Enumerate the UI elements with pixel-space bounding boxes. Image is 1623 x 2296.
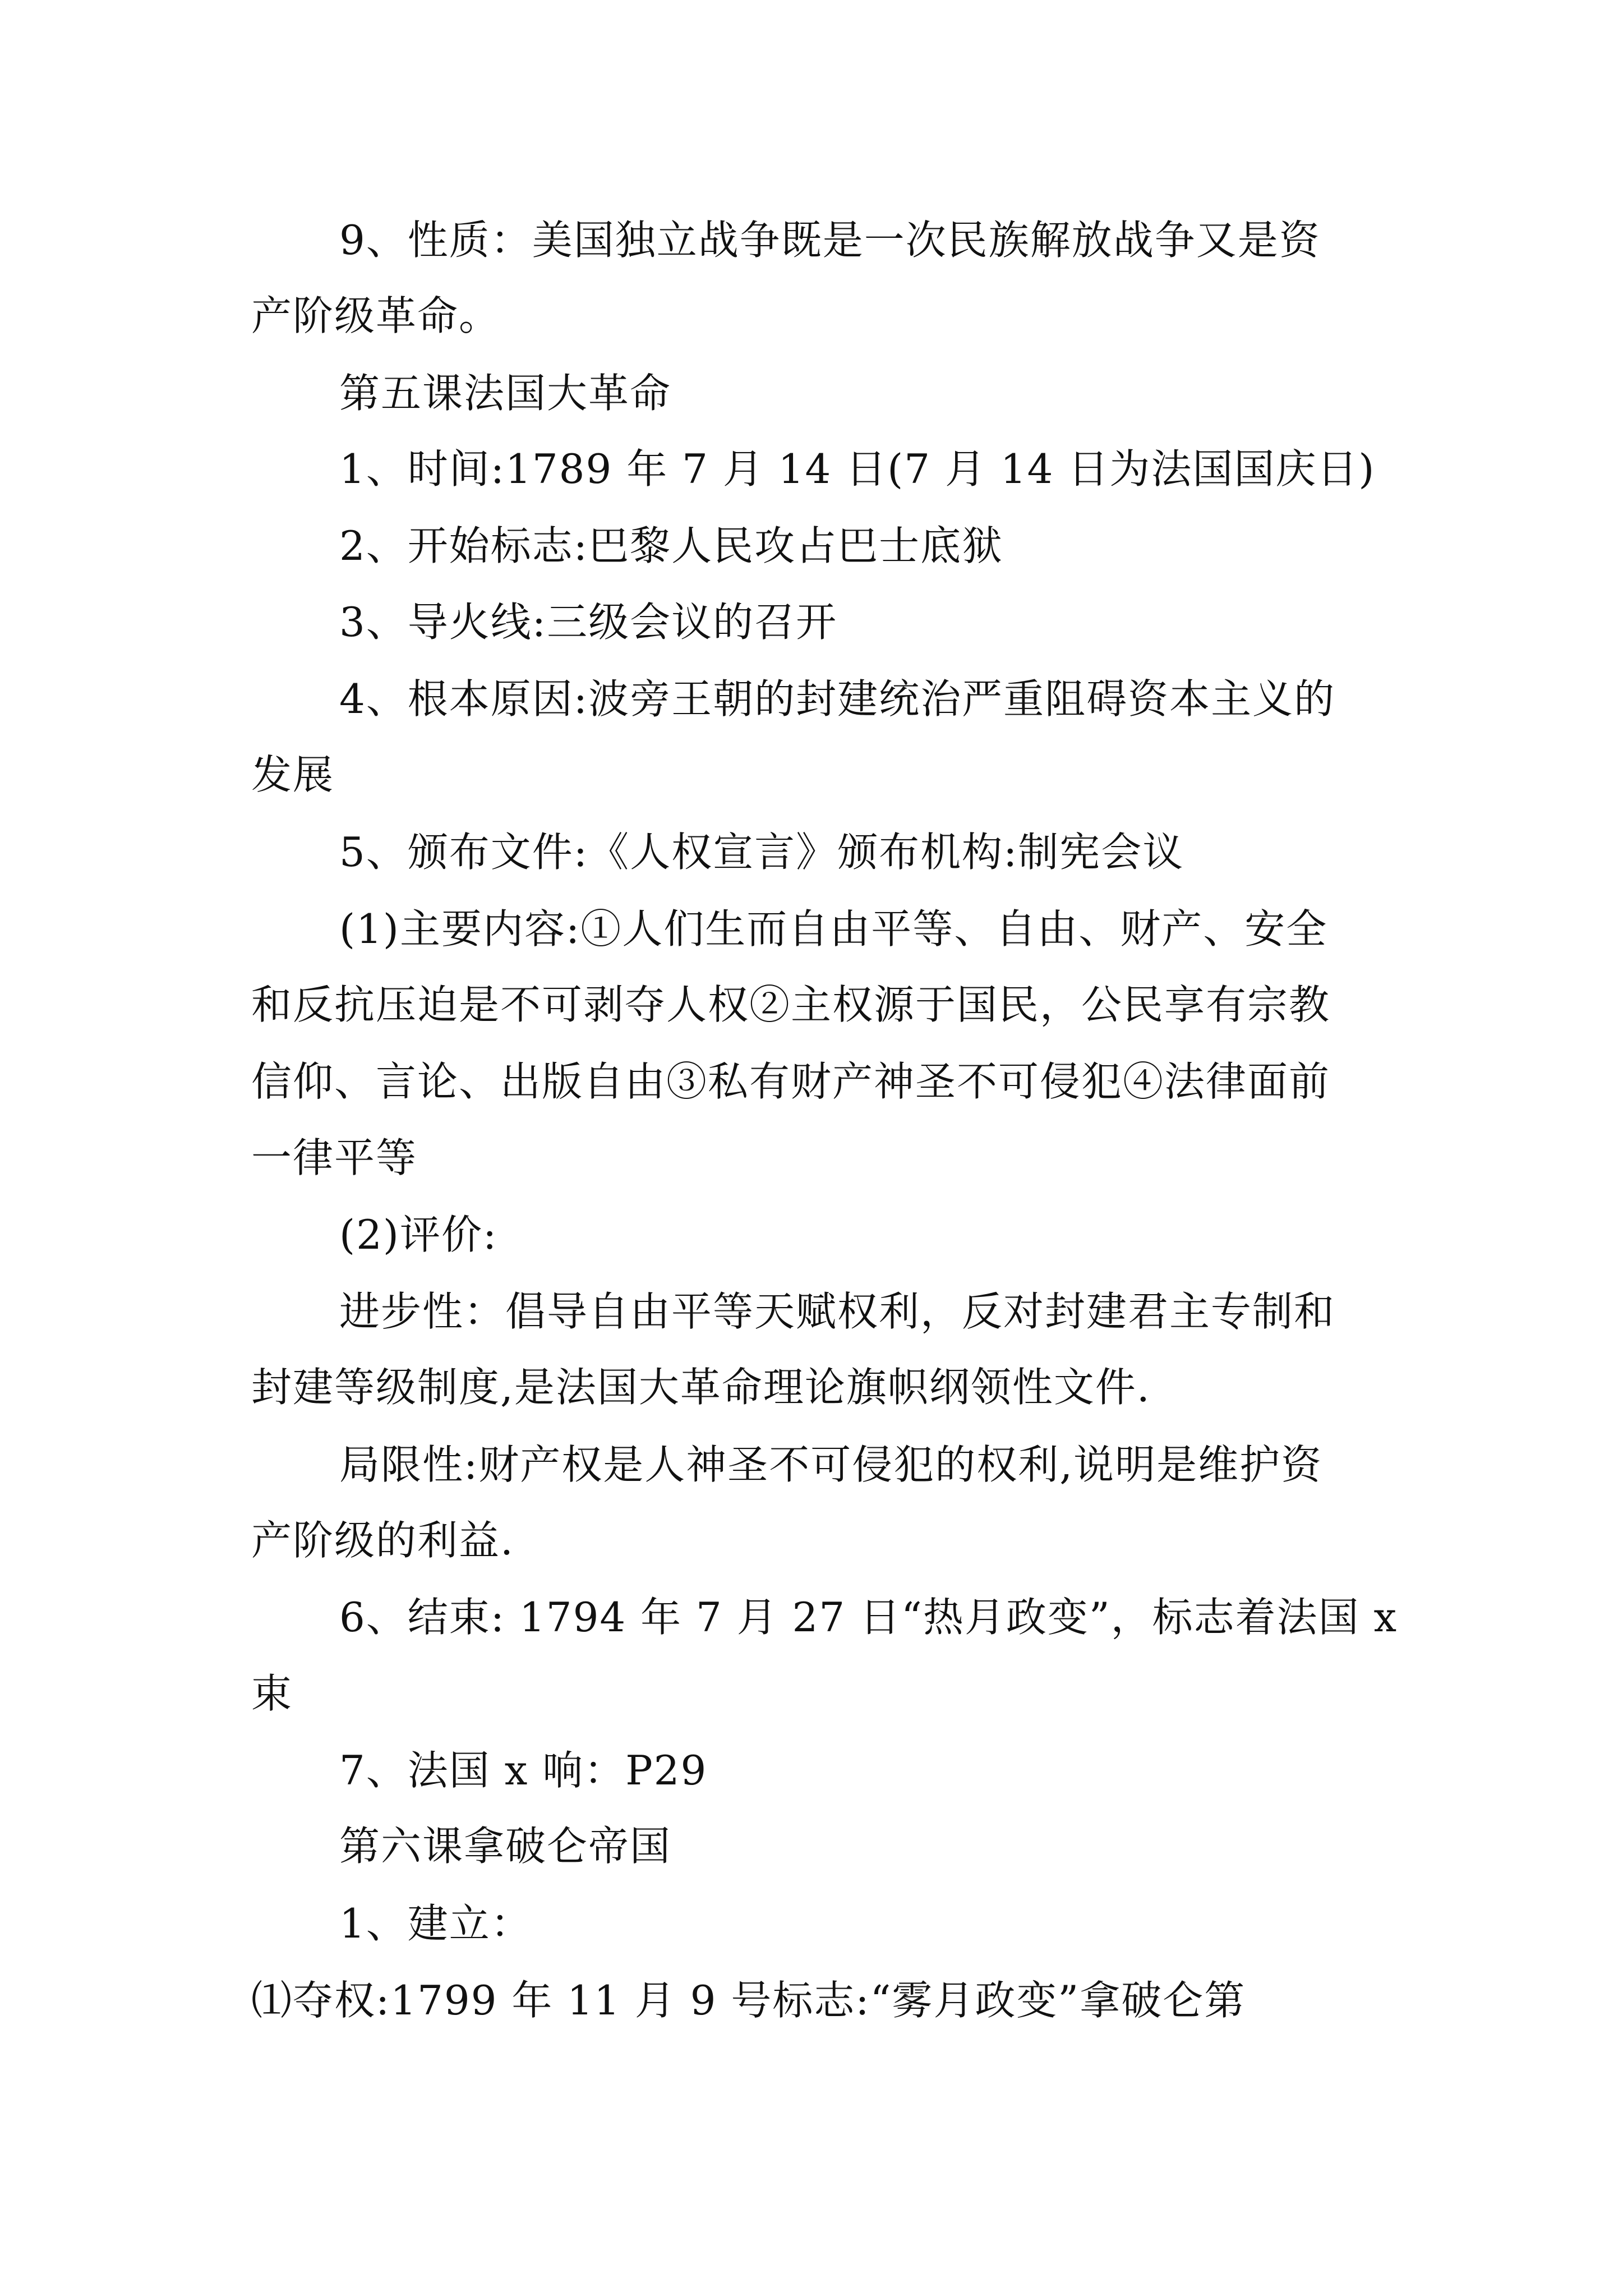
text-line: 发展 <box>251 751 335 798</box>
text-line: 信仰、言论、出版自由③私有财产神圣不可侵犯④法律面前 <box>251 1058 1331 1105</box>
text-line: 束 <box>251 1670 293 1717</box>
text-line: 1、建立： <box>339 1900 532 1947</box>
text-line: 5、颁布文件:《人权宣言》颁布机构:制宪会议 <box>339 829 1184 876</box>
section-heading: 第六课拿破仑帝国 <box>339 1823 672 1870</box>
text-line: 3、导火线:三级会议的召开 <box>339 599 838 646</box>
text-line: 一律平等 <box>251 1134 418 1181</box>
text-line: (1)主要内容:①人们生而自由平等、自由、财产、安全 <box>339 905 1328 953</box>
section-heading: 第五课法国大革命 <box>339 370 672 417</box>
text-line: 封建等级制度,是法国大革命理论旗帜纲领性文件. <box>251 1364 1151 1411</box>
text-line: 产阶级的利益. <box>251 1517 514 1564</box>
text-line: 9、性质：美国独立战争既是一次民族解放战争又是资 <box>339 217 1321 264</box>
text-line: 和反抗压迫是不可剥夺人权②主权源于国民，公民享有宗教 <box>251 981 1331 1028</box>
text-line: 7、法国 x 响：P29 <box>339 1747 708 1794</box>
text-line: 产阶级革命。 <box>251 292 501 339</box>
text-line: 1、时间:1789 年 7 月 14 日(7 月 14 日为法国国庆日) <box>339 445 1376 493</box>
text-line: (2)评价: <box>339 1211 498 1258</box>
text-line: 2、开始标志:巴黎人民攻占巴士底狱 <box>339 522 1004 569</box>
text-line: ⑴夺权:1799 年 11 月 9 号标志:“雾月政变”拿破仑第 <box>251 1977 1246 2024</box>
text-line: 4、根本原因:波旁王朝的封建统治严重阻碍资本主义的 <box>339 675 1336 723</box>
text-line: 进步性：倡导自由平等天赋权利，反对封建君主专制和 <box>339 1288 1336 1335</box>
text-line: 6、结束: 1794 年 7 月 27 日“热月政变”，标志着法国 x <box>339 1594 1398 1641</box>
text-line: 局限性:财产权是人神圣不可侵犯的权利,说明是维护资 <box>339 1441 1323 1488</box>
